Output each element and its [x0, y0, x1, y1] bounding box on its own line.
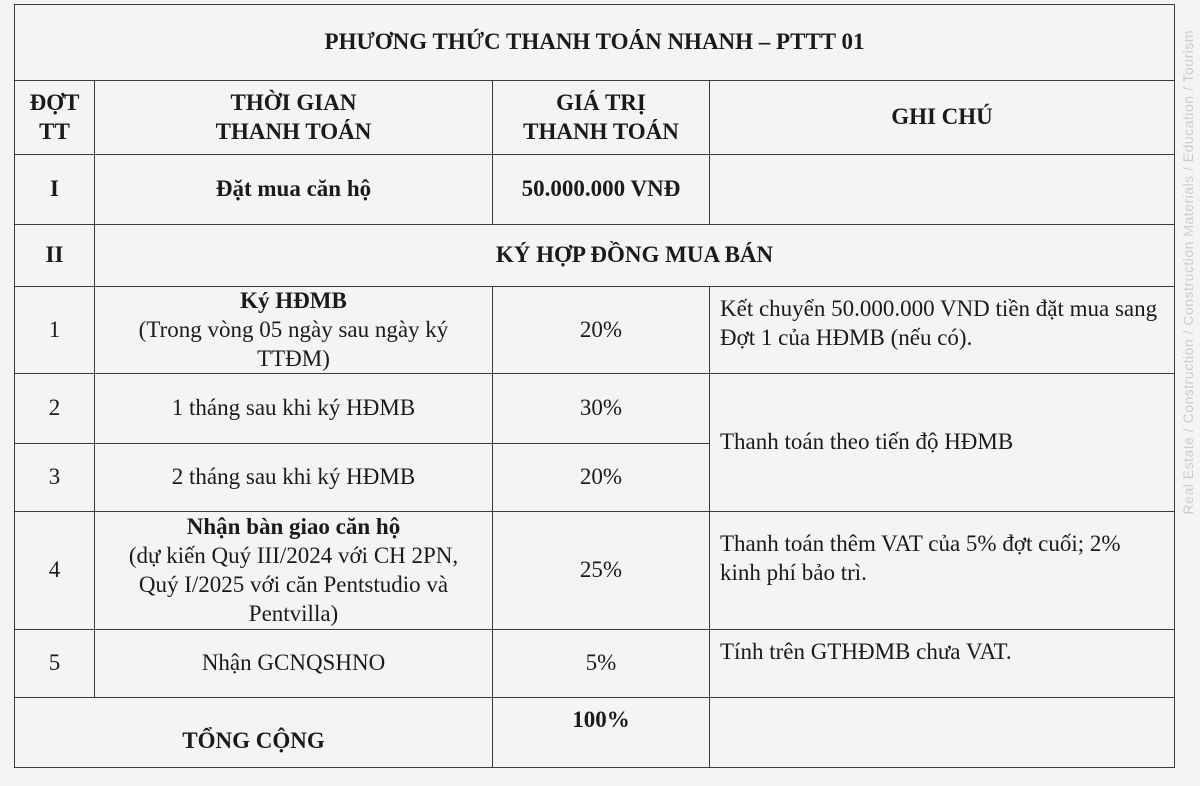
stage-cell: I: [15, 155, 95, 225]
header-stage-line2: TT: [39, 118, 70, 144]
section-heading: KÝ HỢP ĐỒNG MUA BÁN: [95, 225, 1175, 287]
note-cell: Thanh toán theo tiến độ HĐMB: [710, 374, 1175, 512]
stage-cell: 5: [15, 630, 95, 698]
value-cell: 30%: [493, 374, 710, 444]
header-stage-line1: ĐỢT: [29, 89, 80, 115]
time-cell: 2 tháng sau khi ký HĐMB: [95, 444, 493, 512]
time-cell: Đặt mua căn hộ: [95, 155, 493, 225]
header-time-line1: THỜI GIAN: [230, 89, 357, 115]
stage-cell: 4: [15, 512, 95, 630]
time-cell: [95, 512, 493, 630]
value-cell: 20%: [493, 287, 710, 374]
stage-cell: II: [15, 225, 95, 287]
time-cell: 1 tháng sau khi ký HĐMB: [95, 374, 493, 444]
table-row: [15, 512, 1175, 630]
note-cell: Tính trên GTHĐMB chưa VAT.: [710, 630, 1175, 698]
title-row: [15, 5, 1175, 81]
value-cell: 25%: [493, 512, 710, 630]
header-time: [95, 81, 493, 155]
value-cell: 20%: [493, 444, 710, 512]
header-value-line2: THANH TOÁN: [523, 118, 679, 144]
table-row: [15, 287, 1175, 374]
header-row: [15, 81, 1175, 155]
stage-cell: 3: [15, 444, 95, 512]
header-value: [493, 81, 710, 155]
watermark-text: Real Estate / Construction / Construction Materials / Education / Tourism: [1180, 30, 1196, 515]
total-row: [15, 698, 1175, 768]
value-cell: 50.000.000 VNĐ: [493, 155, 710, 225]
header-stage: [15, 81, 95, 155]
note-cell: Kết chuyển 50.000.000 VND tiền đặt mua sang Đợt 1 của HĐMB (nếu có).: [710, 287, 1175, 374]
time-bold: Nhận bàn giao căn hộ: [186, 514, 401, 540]
header-value-line1: GIÁ TRỊ: [556, 89, 646, 115]
stage-cell: 1: [15, 287, 95, 374]
table-row: [15, 155, 1175, 225]
table-title: PHƯƠNG THỨC THANH TOÁN NHANH – PTTT 01: [15, 5, 1175, 81]
header-time-line2: THANH TOÁN: [215, 118, 372, 144]
table-row: [15, 374, 1175, 444]
total-note: [710, 698, 1175, 768]
table-row: [15, 225, 1175, 287]
note-cell: [710, 155, 1175, 225]
time-cell: [95, 287, 493, 374]
total-value: 100%: [493, 698, 710, 768]
time-detail: (Trong vòng 05 ngày sau ngày ký TTĐM): [138, 316, 449, 371]
table-row: [15, 630, 1175, 698]
payment-document: [14, 4, 1174, 774]
value-cell: 5%: [493, 630, 710, 698]
total-label: TỔNG CỘNG: [15, 698, 493, 768]
time-cell: Nhận GCNQSHNO: [95, 630, 493, 698]
time-detail: (dự kiến Quý III/2024 với CH 2PN, Quý I/2025 với căn Pentstudio và Pentvilla): [128, 543, 459, 626]
payment-table: [14, 4, 1175, 768]
stage-cell: 2: [15, 374, 95, 444]
time-bold: Ký HĐMB: [240, 288, 347, 313]
note-cell: Thanh toán thêm VAT của 5% đợt cuối; 2% kinh phí bảo trì.: [710, 512, 1175, 630]
header-note: GHI CHÚ: [710, 81, 1175, 155]
